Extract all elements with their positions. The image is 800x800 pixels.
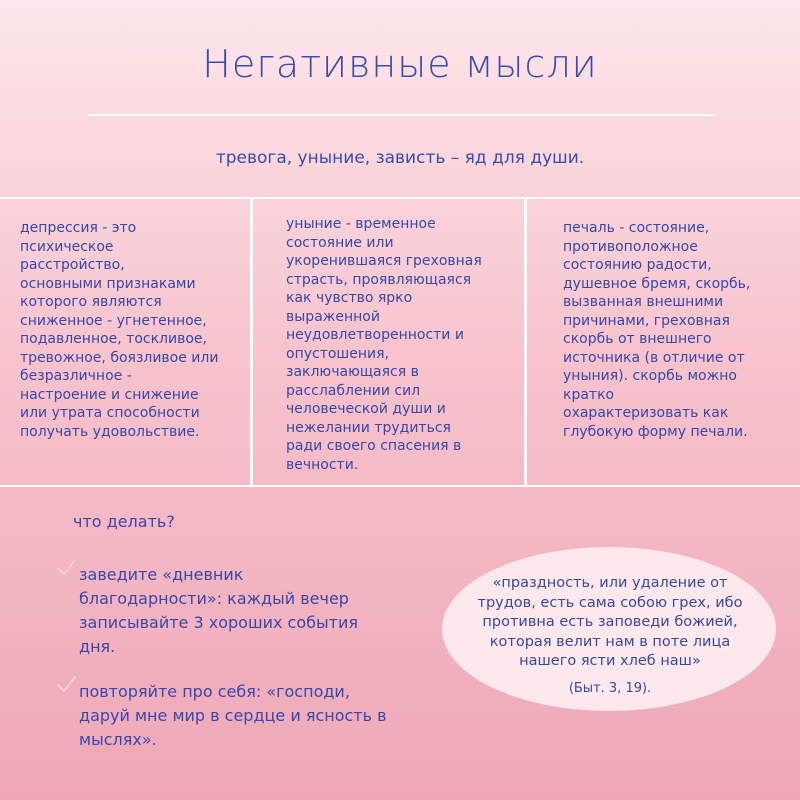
tip-item	[55, 680, 415, 752]
page-subtitle: тревога, уныние, зависть – яд для души.	[215, 148, 585, 168]
checkmark-icon	[55, 674, 77, 696]
definition-text: депрессия - это психическое расстройство, основными признаками которого являются сниженное - угнетенное, подавленное, тоскливое, тревожное, боязливое или безразличное - настроение и снижение или утрата способности получать удовольствие.	[20, 220, 219, 440]
tip-text: заведите «дневник благодарности»: каждый вечер записывайте 3 хороших события дня.	[79, 565, 358, 656]
grid-divider-1	[250, 198, 253, 486]
tip-text: повторяйте про себя: «господи, даруй мне мир в сердце и ясность в мыслях».	[79, 682, 387, 749]
checkmark-icon	[55, 557, 77, 579]
grid-bottom-line	[0, 485, 800, 487]
bible-quote: «праздность, или удаление от трудов, есть сама собою грех, ибо противна есть заповеди божией, которая велит нам в поте лица нашего ясти хлеб наш»	[477, 575, 743, 669]
page-title: Негативные мысли	[202, 42, 598, 86]
grid-divider-2	[524, 198, 527, 486]
quote-reference: (Быт. 3, 19).	[568, 681, 652, 696]
definition-sadness	[563, 219, 788, 441]
what-to-do-label: что делать?	[73, 512, 175, 531]
definition-text: уныние - временное состояние или укоренившаяся греховная страсть, проявляющаяся как чувство ярко выраженной неудовлетворенности и опустошения, заключающаяся в расслаблении сил человеческой души и нежелании трудиться ради своего спасения в вечности.	[286, 216, 482, 473]
title-divider	[88, 114, 715, 116]
definition-despondency	[286, 215, 511, 474]
definition-depression	[20, 219, 245, 441]
tip-item	[55, 563, 415, 659]
grid-top-line	[0, 197, 800, 199]
definition-text: печаль - состояние, противоположное состоянию радости, душевное бремя, скорбь, вызванная внешними причинами, греховная скорбь от внешнего источника (в отличие от уныния). скорбь можно кратко охарактеризовать как глубокую форму печали.	[563, 220, 751, 440]
